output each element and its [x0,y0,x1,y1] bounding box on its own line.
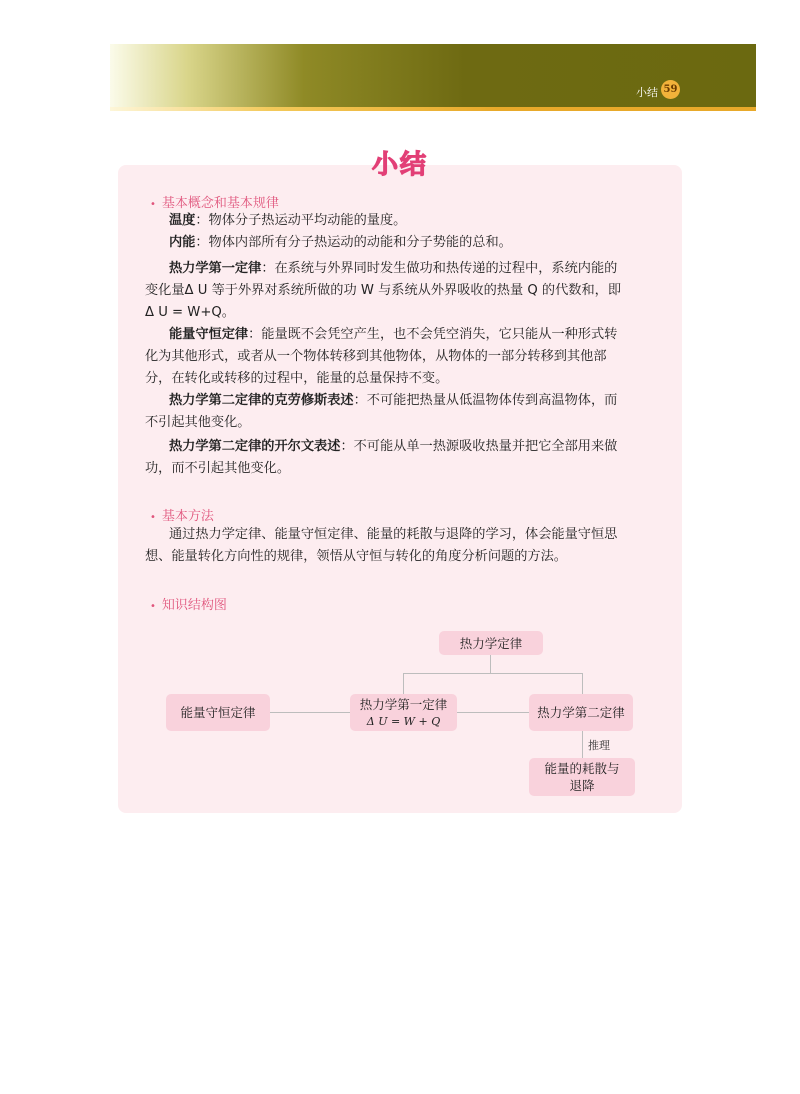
connector-conservation-first [270,712,350,713]
header-section-label: 小结 [636,86,658,99]
bullet-dot-icon: • [150,512,156,523]
inference-label: 推理 [588,739,610,752]
concept-temperature: 温度：物体分子热运动平均动能的量度。 [169,213,407,228]
concept-clausius: 热力学第二定律的克劳修斯表述：不可能把热量从低温物体传到高温物体，而 不引起其他变化。 [145,393,618,430]
connector-first-second [457,712,529,713]
panel-title: 小结 [371,150,428,180]
concept-energy-conservation: 能量守恒定律：能量既不会凭空产生，也不会凭空消失，它只能从一种形式转 化为其他形式，或者从一个物体转移到其他物体，从物体的一部分转移到其他部 分，在转化或转移的过程中，能量的总量保持不变。 [145,327,618,386]
node-first-law: 热力学第一定律 Δ U = W + Q [350,694,457,731]
bullet-dot-icon: • [150,199,156,210]
connector-to-first-law [403,673,404,694]
section-heading-diagram: • 知识结构图 [150,598,227,613]
node-second-law: 热力学第二定律 [529,694,633,731]
page-number-badge: 59 [661,80,680,99]
node-thermodynamic-laws: 热力学定律 [439,631,543,655]
connector-top-down [490,655,491,673]
section-heading-methods: • 基本方法 [150,509,214,524]
node-energy-dissipation: 能量的耗散与 退降 [529,758,635,796]
concept-first-law: 热力学第一定律：在系统与外界同时发生做功和热传递的过程中，系统内能的 变化量Δ U 等于外界对系统所做的功 W 与系统从外界吸收的热量 Q 的代数和，即 Δ U = W+Q。 [145,261,622,320]
connector-to-second-law [582,673,583,694]
first-law-formula: Δ U = W + Q [366,714,441,728]
node-energy-conservation: 能量守恒定律 [166,694,270,731]
section-heading-concepts: • 基本概念和基本规律 [150,196,279,211]
connector-horizontal-branch [403,673,583,674]
methods-text: 通过热力学定律、能量守恒定律、能量的耗散与退降的学习，体会能量守恒思 想、能量转化方向性的规律，领悟从守恒与转化的角度分析问题的方法。 [145,527,618,564]
header-band [110,44,756,107]
concept-internal-energy: 内能：物体内部所有分子热运动的动能和分子势能的总和。 [169,235,512,250]
connector-second-dissipation [582,731,583,758]
concept-kelvin: 热力学第二定律的开尔文表述：不可能从单一热源吸收热量并把它全部用来做 功，而不引起其他变化。 [145,439,618,476]
header-accent-line [110,107,756,111]
bullet-dot-icon: • [150,601,156,612]
